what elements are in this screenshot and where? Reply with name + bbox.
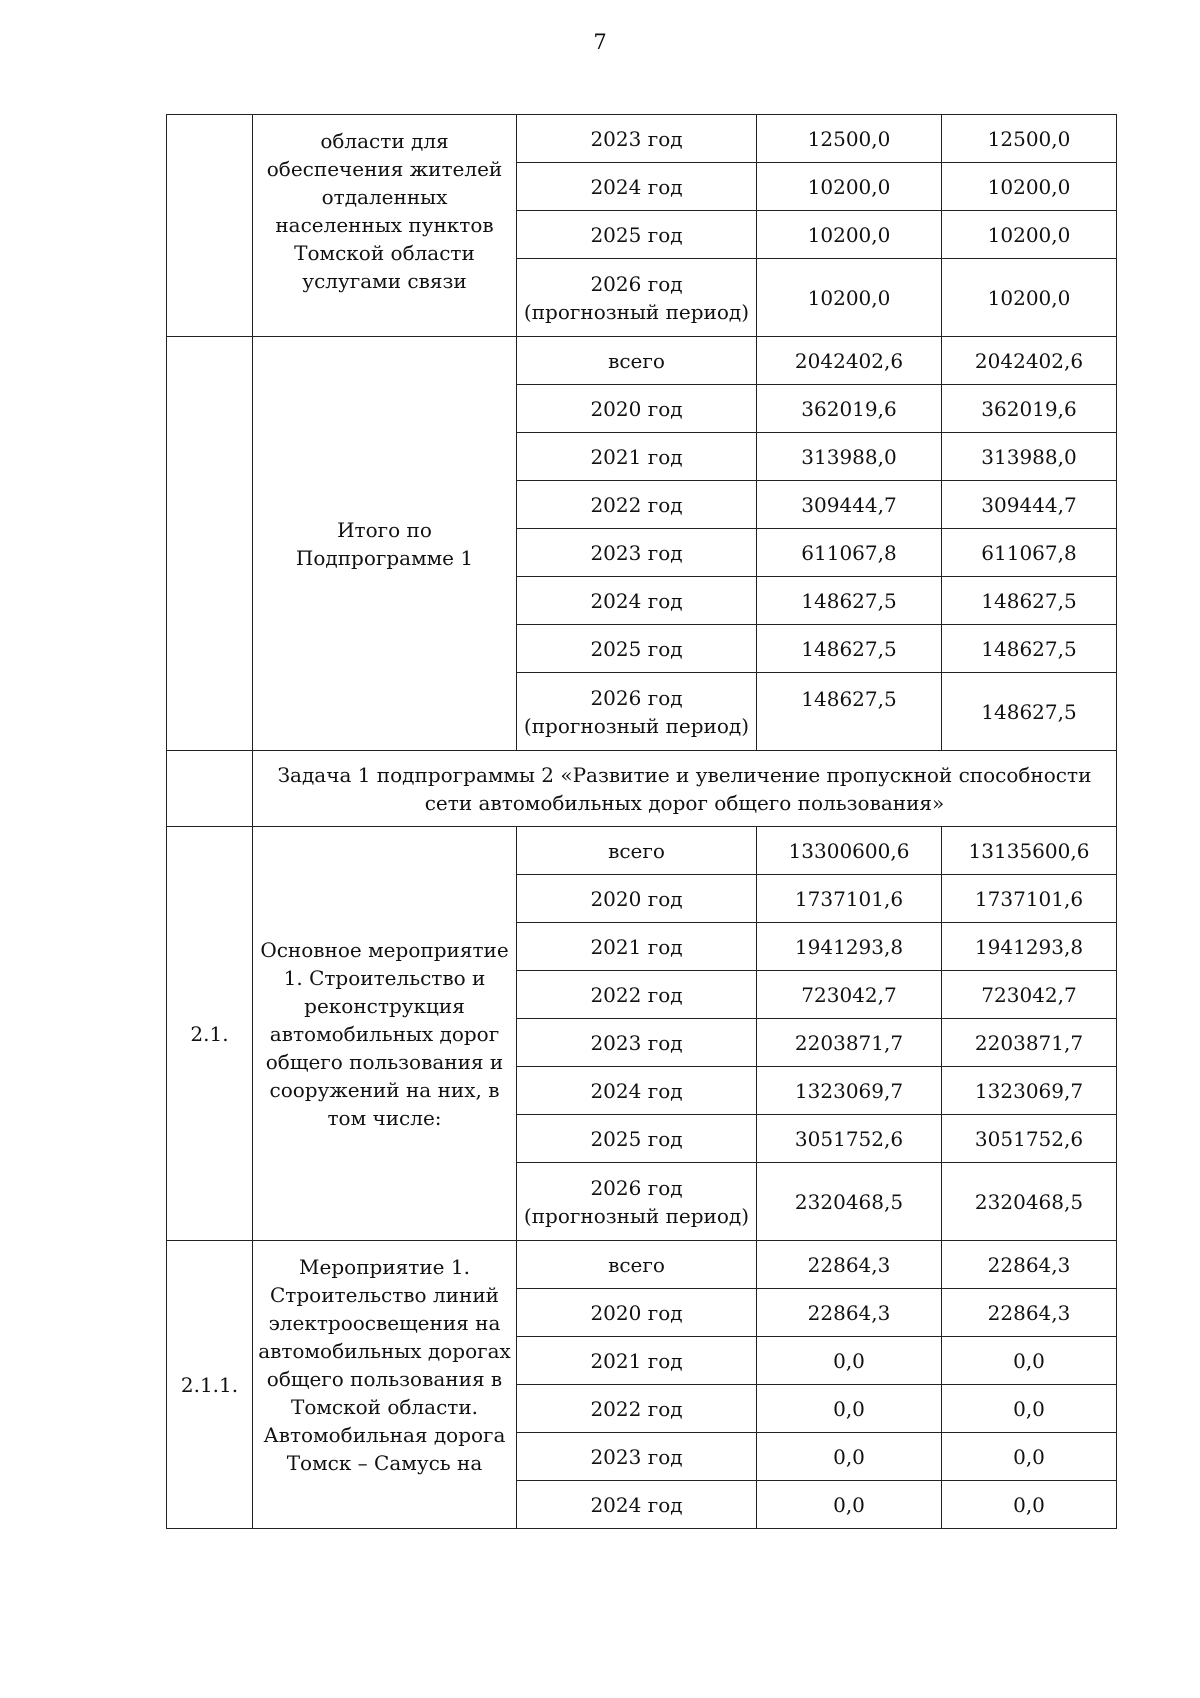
row-number xyxy=(167,751,253,827)
value-cell: 2203871,7 xyxy=(757,1019,942,1067)
table-row xyxy=(167,115,1117,163)
value-cell: 309444,7 xyxy=(942,481,1117,529)
row-description: Основное мероприятие 1. Строительство и реконструкция автомобильных дорог общего пользования и сооружений на них, в том числе: xyxy=(253,827,517,1241)
value-cell: 0,0 xyxy=(942,1385,1117,1433)
value-cell: 2203871,7 xyxy=(942,1019,1117,1067)
value-cell: 313988,0 xyxy=(942,433,1117,481)
value-cell: 148627,5 xyxy=(942,577,1117,625)
value-cell: 723042,7 xyxy=(757,971,942,1019)
value-cell: 22864,3 xyxy=(757,1289,942,1337)
value-cell: 22864,3 xyxy=(942,1241,1117,1289)
value-cell: 2320468,5 xyxy=(757,1163,942,1241)
value-cell: 3051752,6 xyxy=(942,1115,1117,1163)
year-cell: 2025 год xyxy=(517,625,757,673)
value-cell: 12500,0 xyxy=(757,115,942,163)
value-cell: 0,0 xyxy=(757,1433,942,1481)
year-cell: 2021 год xyxy=(517,923,757,971)
year-cell: 2021 год xyxy=(517,433,757,481)
year-cell: 2026 год (прогнозный период) xyxy=(517,1163,757,1241)
year-cell: 2022 год xyxy=(517,971,757,1019)
year-cell: всего xyxy=(517,337,757,385)
year-cell: 2020 год xyxy=(517,1289,757,1337)
value-cell: 10200,0 xyxy=(942,211,1117,259)
year-cell: 2022 год xyxy=(517,1385,757,1433)
row-description: области для обеспечения жителей отдаленных населенных пунктов Томской области услугами связи xyxy=(253,115,517,337)
row-number xyxy=(167,115,253,337)
value-cell: 362019,6 xyxy=(942,385,1117,433)
value-cell: 1737101,6 xyxy=(942,875,1117,923)
value-cell: 0,0 xyxy=(942,1433,1117,1481)
year-cell: 2020 год xyxy=(517,875,757,923)
value-cell: 22864,3 xyxy=(757,1241,942,1289)
year-cell: 2023 год xyxy=(517,529,757,577)
value-cell: 723042,7 xyxy=(942,971,1117,1019)
value-cell: 313988,0 xyxy=(757,433,942,481)
value-cell: 10200,0 xyxy=(942,163,1117,211)
year-cell: 2026 год (прогнозный период) xyxy=(517,673,757,751)
table-row xyxy=(167,827,1117,875)
row-number xyxy=(167,337,253,751)
value-cell: 148627,5 xyxy=(942,625,1117,673)
year-cell: 2023 год xyxy=(517,1433,757,1481)
table-row xyxy=(167,751,1117,827)
value-cell: 148627,5 xyxy=(757,625,942,673)
value-cell: 12500,0 xyxy=(942,115,1117,163)
value-cell: 2320468,5 xyxy=(942,1163,1117,1241)
table-row xyxy=(167,337,1117,385)
value-cell: 0,0 xyxy=(942,1481,1117,1529)
value-cell: 362019,6 xyxy=(757,385,942,433)
value-cell: 22864,3 xyxy=(942,1289,1117,1337)
value-cell: 1323069,7 xyxy=(757,1067,942,1115)
value-cell: 1737101,6 xyxy=(757,875,942,923)
page-number: 7 xyxy=(593,30,607,54)
value-cell: 0,0 xyxy=(757,1337,942,1385)
year-cell: 2024 год xyxy=(517,577,757,625)
task-heading: Задача 1 подпрограммы 2 «Развитие и увеличение пропускной способности сети автомобильных дорог общего пользования» xyxy=(253,751,1117,827)
row-description: Итого по Подпрограмме 1 xyxy=(253,337,517,751)
value-cell: 0,0 xyxy=(942,1337,1117,1385)
value-cell: 2042402,6 xyxy=(942,337,1117,385)
year-cell: 2024 год xyxy=(517,163,757,211)
value-cell: 13300600,6 xyxy=(757,827,942,875)
value-cell: 148627,5 xyxy=(757,673,942,751)
value-cell: 2042402,6 xyxy=(757,337,942,385)
row-number: 2.1. xyxy=(167,827,253,1241)
year-cell: 2023 год xyxy=(517,1019,757,1067)
year-cell: 2025 год xyxy=(517,211,757,259)
table-row xyxy=(167,1241,1117,1289)
value-cell: 309444,7 xyxy=(757,481,942,529)
value-cell: 148627,5 xyxy=(757,577,942,625)
value-cell: 10200,0 xyxy=(757,211,942,259)
value-cell: 10200,0 xyxy=(757,163,942,211)
year-cell: 2021 год xyxy=(517,1337,757,1385)
value-cell: 0,0 xyxy=(757,1481,942,1529)
value-cell: 1323069,7 xyxy=(942,1067,1117,1115)
year-cell: всего xyxy=(517,1241,757,1289)
year-cell: 2023 год xyxy=(517,115,757,163)
value-cell: 148627,5 xyxy=(942,673,1117,751)
value-cell: 611067,8 xyxy=(942,529,1117,577)
year-cell: 2022 год xyxy=(517,481,757,529)
row-number: 2.1.1. xyxy=(167,1241,253,1529)
value-cell: 611067,8 xyxy=(757,529,942,577)
year-cell: 2024 год xyxy=(517,1067,757,1115)
year-cell: 2024 год xyxy=(517,1481,757,1529)
value-cell: 0,0 xyxy=(757,1385,942,1433)
value-cell: 1941293,8 xyxy=(757,923,942,971)
year-cell: 2026 год (прогнозный период) xyxy=(517,259,757,337)
budget-table xyxy=(166,114,1117,1529)
row-description: Мероприятие 1. Строительство линий электроосвещения на автомобильных дорогах общего пользования в Томской области. Автомобильная дорога Томск – Самусь на xyxy=(253,1241,517,1529)
value-cell: 13135600,6 xyxy=(942,827,1117,875)
year-cell: всего xyxy=(517,827,757,875)
table-body xyxy=(167,115,1117,1529)
value-cell: 3051752,6 xyxy=(757,1115,942,1163)
value-cell: 10200,0 xyxy=(757,259,942,337)
year-cell: 2025 год xyxy=(517,1115,757,1163)
year-cell: 2020 год xyxy=(517,385,757,433)
value-cell: 1941293,8 xyxy=(942,923,1117,971)
value-cell: 10200,0 xyxy=(942,259,1117,337)
